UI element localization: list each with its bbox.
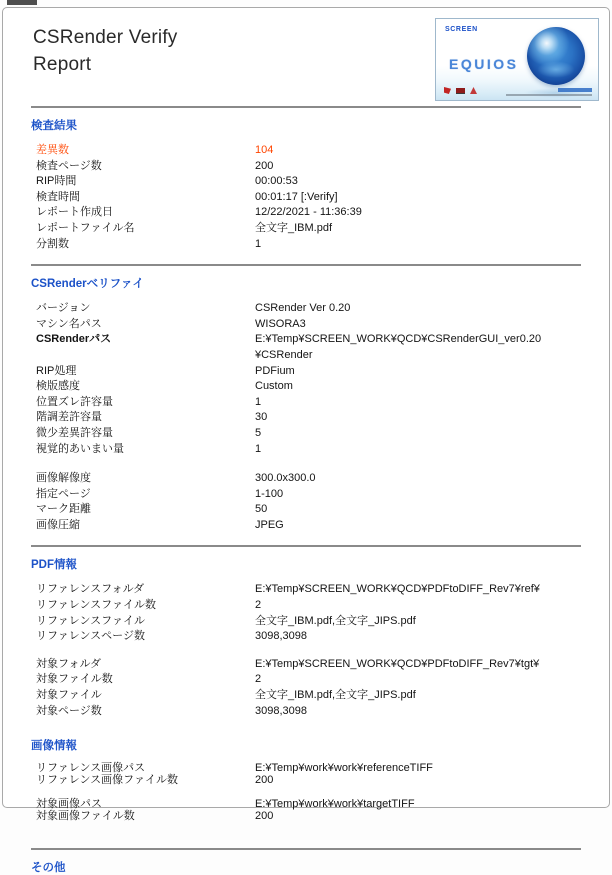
field-value: 00:01:17 [:Verify] [255,190,338,203]
field-label: リファレンスページ数 [36,630,145,643]
section-sonota [31,848,581,875]
field-row [31,332,581,363]
equios-sphere-icon [527,27,585,85]
field-label: 画像解像度 [36,472,91,485]
field-row [31,221,581,237]
field-row [31,614,581,630]
section-title-sonota: その他 [31,862,66,875]
field-label: リファレンスファイル数 [36,599,156,612]
field-value: 50 [255,503,268,516]
field-row [31,395,581,411]
field-value: 30 [255,411,268,424]
field-value: E:¥Temp¥SCREEN_WORK¥QCD¥CSRenderGUI_ver0.20¥CSRender [255,333,542,361]
field-row [31,775,581,787]
field-row [31,502,581,518]
field-row [31,190,581,206]
field-row [31,159,581,175]
field-row [31,364,581,380]
sections [3,106,609,875]
field-row [31,688,581,704]
field-group [31,582,581,644]
field-group [31,471,581,533]
field-label: 微少差異許容量 [36,426,113,439]
field-value: 200 [255,159,274,172]
section-divider [31,545,581,547]
section-pdf [31,545,581,719]
field-row [31,799,581,811]
field-value: 12/22/2021 - 11:36:39 [255,206,362,219]
field-label: リファレンスフォルダ [36,583,145,596]
field-label: マーク距離 [36,503,91,516]
field-row [31,811,581,823]
field-value: JPEG [255,518,284,531]
field-value: E:¥Temp¥work¥work¥referenceTIFF [255,762,433,775]
field-label: CSRenderパス [36,333,112,346]
section-kekka [31,106,581,252]
field-row [31,442,581,458]
logo-fineprint [506,88,592,96]
field-label: 検査ページ数 [36,159,102,172]
field-value: 全文字_IBM.pdf,全文字_JIPS.pdf [255,614,416,627]
field-value: 200 [255,809,274,822]
field-label: 対象フォルダ [36,657,102,670]
field-label: 対象ファイル [36,689,102,702]
page-title-line2: Report [33,54,92,75]
section-title-csrender: CSRenderベリファイ [31,278,144,291]
field-value: 2 [255,673,262,686]
field-label: RIP時間 [36,175,77,188]
field-row [31,672,581,688]
field-label: 検版感度 [36,380,80,393]
field-label: リファレンスファイル [36,614,145,627]
field-group [31,657,581,719]
field-group [31,763,581,787]
section-title-pdf: PDF情報 [31,559,77,572]
logo-subwordmark [558,88,592,92]
field-value: 1 [255,237,262,250]
field-group [31,799,581,823]
field-row [31,518,581,534]
field-label: バージョン [36,302,91,315]
field-value: 300.0x300.0 [255,472,316,485]
field-value: 全文字_IBM.pdf [255,221,333,234]
section-divider [31,106,581,108]
field-value: 2 [255,599,262,612]
field-value: WISORA3 [255,317,306,330]
field-row [31,143,581,159]
equios-wordmark: EQUIOS [449,56,519,72]
field-value: 200 [255,774,274,787]
field-label: 分割数 [36,237,69,250]
equios-logo [435,18,599,101]
field-value: E:¥Temp¥SCREEN_WORK¥QCD¥PDFtoDIFF_Rev7¥ref¥ [255,583,540,596]
field-row [31,205,581,221]
field-label: 階調差許容量 [36,411,102,424]
section-csrender [31,264,581,533]
field-row [31,582,581,598]
field-label: レポートファイル名 [36,221,135,234]
section-divider [31,848,581,850]
field-group [31,301,581,457]
partner-icon-2 [456,88,465,94]
field-value: 3098,3098 [255,630,307,643]
partner-icon-1 [444,87,451,94]
field-row [31,317,581,333]
report-header [3,8,609,106]
field-label: RIP処理 [36,364,77,377]
field-label: 検査時間 [36,190,80,203]
field-value: 全文字_IBM.pdf,全文字_JIPS.pdf [255,689,416,702]
field-value: Custom [255,380,293,393]
field-label: 対象ファイル数 [36,673,113,686]
field-value: 00:00:53 [255,175,298,188]
field-label: 視覚的あいまい量 [36,442,124,455]
field-row [31,598,581,614]
field-value: E:¥Temp¥work¥work¥targetTIFF [255,797,415,810]
field-label: マシン名パス [36,317,102,330]
field-label: 対象画像パス [36,797,102,810]
field-row [31,379,581,395]
field-value: 5 [255,426,262,439]
section-gazo [31,731,581,822]
field-label: 画像圧縮 [36,518,80,531]
page-title [33,24,178,78]
field-value: 1-100 [255,487,284,500]
field-row [31,426,581,442]
page-title-line1: CSRender Verify [33,27,178,48]
partner-icon-3 [470,87,477,94]
field-value: E:¥Temp¥SCREEN_WORK¥QCD¥PDFtoDIFF_Rev7¥tgt¥ [255,657,540,670]
field-label: 位置ズレ許容量 [36,395,113,408]
screen-brand-text: SCREEN [445,26,478,33]
section-title-kekka: 検査結果 [31,120,77,132]
field-label: リファレンス画像ファイル数 [36,774,178,787]
field-group [31,143,581,252]
field-value: CSRender Ver 0.20 [255,302,351,315]
field-row [31,237,581,253]
section-divider [31,264,581,266]
field-value: 3098,3098 [255,704,307,717]
field-label: 対象ページ数 [36,704,102,717]
field-value: PDFium [255,364,295,377]
field-row [31,471,581,487]
field-row [31,487,581,503]
field-row [31,301,581,317]
field-label: リファレンス画像パス [36,762,146,775]
field-label: レポート作成日 [36,206,113,219]
logo-copyright-line [506,94,592,96]
field-row [31,704,581,720]
field-value: 1 [255,442,262,455]
field-label: 指定ページ [36,487,91,500]
section-title-gazo: 画像情報 [31,740,77,753]
field-row [31,629,581,645]
field-row [31,410,581,426]
field-label: 対象画像ファイル数 [36,809,135,822]
logo-partner-icons [444,87,477,94]
field-label: 差異数 [36,144,69,156]
top-edge-fragment [7,0,37,5]
field-value: 1 [255,395,262,408]
field-row [31,174,581,190]
report-page [2,7,610,875]
field-value: 104 [255,144,274,156]
field-row [31,657,581,673]
